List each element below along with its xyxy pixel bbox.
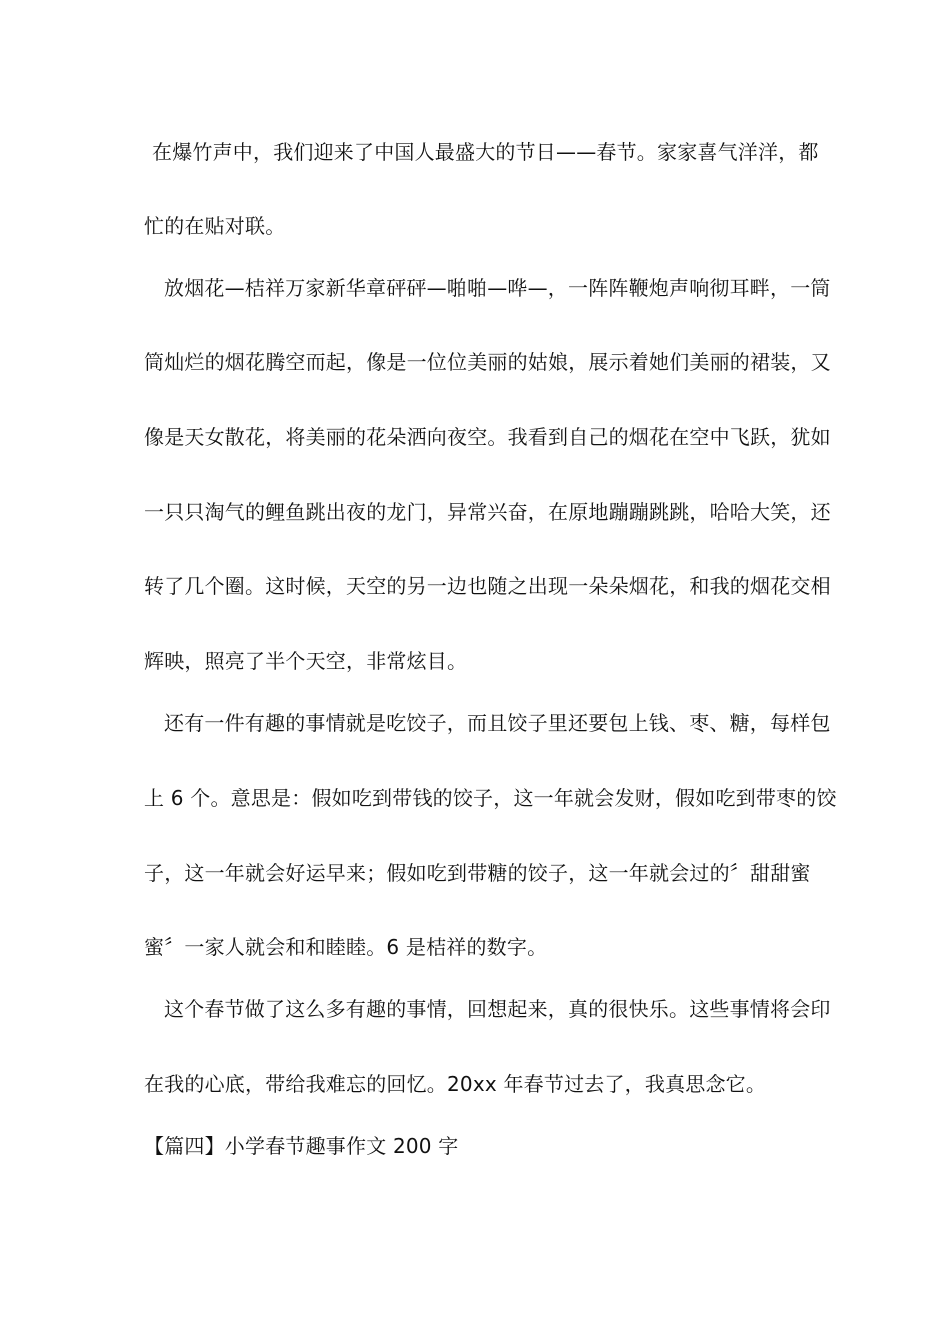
paragraph-3-line-4: 蜜〞一家人就会和和睦睦。6 是桔祥的数字。 xyxy=(144,935,548,959)
section-heading: 【篇四】小学春节趣事作文 200 字 xyxy=(144,1134,459,1158)
paragraph-2-line-4: 一只只淘气的鲤鱼跳出夜的龙门，异常兴奋，在原地蹦蹦跳跳，哈哈大笑，还 xyxy=(144,500,831,524)
paragraph-4-line-1: 这个春节做了这么多有趣的事情，回想起来，真的很快乐。这些事情将会印 xyxy=(164,997,831,1021)
paragraph-2-line-1: 放烟花—桔祥万家新华章砰砰—啪啪—哗—，一阵阵鞭炮声响彻耳畔，一筒 xyxy=(164,276,831,300)
paragraph-2-line-6: 辉映，照亮了半个天空，非常炫目。 xyxy=(144,649,468,673)
paragraph-2-line-2: 筒灿烂的烟花腾空而起，像是一位位美丽的姑娘，展示着她们美丽的裙装，又 xyxy=(144,350,831,374)
paragraph-3-line-1: 还有一件有趣的事情就是吃饺子，而且饺子里还要包上钱、枣、糖，每样包 xyxy=(164,711,831,735)
paragraph-1-line-1: 在爆竹声中，我们迎来了中国人最盛大的节日——春节。家家喜气洋洋，都 xyxy=(152,140,819,164)
paragraph-3-line-2: 上 6 个。意思是：假如吃到带钱的饺子，这一年就会发财，假如吃到带枣的饺 xyxy=(144,786,837,810)
paragraph-3-line-3: 子，这一年就会好运早来；假如吃到带糖的饺子，这一年就会过的〞甜甜蜜 xyxy=(144,861,811,885)
paragraph-4-line-2: 在我的心底，带给我难忘的回忆。20xx 年春节过去了，我真思念它。 xyxy=(144,1072,767,1096)
paragraph-2-line-5: 转了几个圈。这时候，天空的另一边也随之出现一朵朵烟花，和我的烟花交相 xyxy=(144,574,831,598)
paragraph-2-line-3: 像是天女散花，将美丽的花朵洒向夜空。我看到自己的烟花在空中飞跃，犹如 xyxy=(144,425,831,449)
paragraph-1-line-2: 忙的在贴对联。 xyxy=(144,214,286,238)
